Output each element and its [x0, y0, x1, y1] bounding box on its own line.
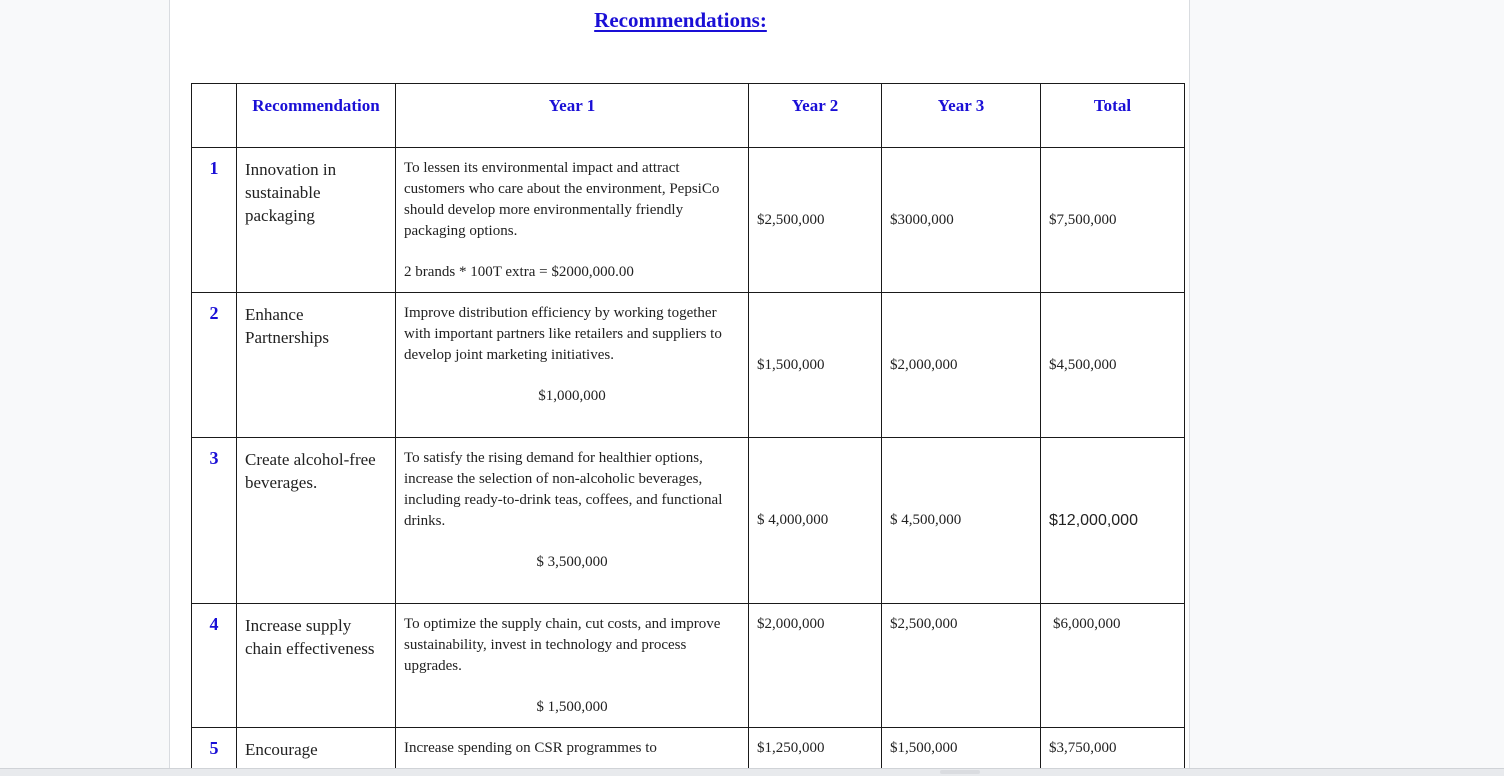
year2-cost: $2,000,000 [749, 604, 882, 728]
recommendation-name: Encourage [237, 728, 396, 776]
year1-cell [396, 604, 749, 728]
year1-cell [396, 148, 749, 293]
year1-cost: $1,000,000 [538, 388, 606, 404]
page-title: Recommendations: [594, 8, 767, 32]
horizontal-scrollbar[interactable] [0, 768, 1504, 776]
total-cost: $6,000,000 [1041, 604, 1185, 728]
document-page [169, 0, 1190, 776]
recommendations-table [191, 83, 1185, 776]
year2-cost: $ 4,000,000 [749, 438, 882, 604]
total-cost: $12,000,000 [1041, 438, 1185, 604]
row-number: 1 [192, 148, 237, 293]
header-year1: Year 1 [396, 84, 749, 148]
recommendation-name: Enhance Partnerships [237, 293, 396, 438]
table-row [192, 293, 1185, 438]
header-year2: Year 2 [749, 84, 882, 148]
recommendation-name: Increase supply chain effectiveness [237, 604, 396, 728]
table-row [192, 438, 1185, 604]
row-number: 5 [192, 728, 237, 776]
header-total: Total [1041, 84, 1185, 148]
year3-cost: $ 4,500,000 [882, 438, 1041, 604]
year3-cost: $2,500,000 [882, 604, 1041, 728]
recommendation-description: To satisfy the rising demand for healthier options, increase the selection of non-alcoholic beverages, including ready-to-drink teas, coffees, and functional drinks. [404, 450, 723, 529]
row-number: 4 [192, 604, 237, 728]
year1-cell [396, 293, 749, 438]
total-cost: $3,750,000 [1041, 728, 1185, 776]
table-row [192, 604, 1185, 728]
header-recommendation: Recommendation [237, 84, 396, 148]
year1-cost: 2 brands * 100T extra = $2000,000.00 [404, 264, 634, 280]
year2-cost: $1,500,000 [749, 293, 882, 438]
scrollbar-thumb[interactable] [940, 770, 980, 774]
row-number: 2 [192, 293, 237, 438]
recommendation-name: Create alcohol-free beverages. [237, 438, 396, 604]
table-row [192, 148, 1185, 293]
year3-cost: $1,500,000 [882, 728, 1041, 776]
recommendation-description: To lessen its environmental impact and attract customers who care about the environment, PepsiCo should develop more environmentally friendly packaging options. [404, 160, 720, 239]
recommendation-description: Improve distribution efficiency by working together with important partners like retailers and suppliers to develop joint marketing initiatives. [404, 305, 722, 363]
header-year3: Year 3 [882, 84, 1041, 148]
year2-cost: $1,250,000 [749, 728, 882, 776]
recommendation-description: Increase spending on CSR programmes to [404, 740, 657, 756]
year1-cost: $ 1,500,000 [536, 699, 608, 715]
year3-cost: $3000,000 [882, 148, 1041, 293]
total-cost: $7,500,000 [1041, 148, 1185, 293]
year1-cell [396, 438, 749, 604]
recommendation-description: To optimize the supply chain, cut costs, and improve sustainability, invest in technology and process upgrades. [404, 616, 721, 674]
year3-cost: $2,000,000 [882, 293, 1041, 438]
header-index [192, 84, 237, 148]
year2-cost: $2,500,000 [749, 148, 882, 293]
total-cost: $4,500,000 [1041, 293, 1185, 438]
year1-cost: $ 3,500,000 [536, 554, 608, 570]
row-number: 3 [192, 438, 237, 604]
table-header-row [192, 84, 1185, 148]
recommendation-name: Innovation in sustainable packaging [237, 148, 396, 293]
